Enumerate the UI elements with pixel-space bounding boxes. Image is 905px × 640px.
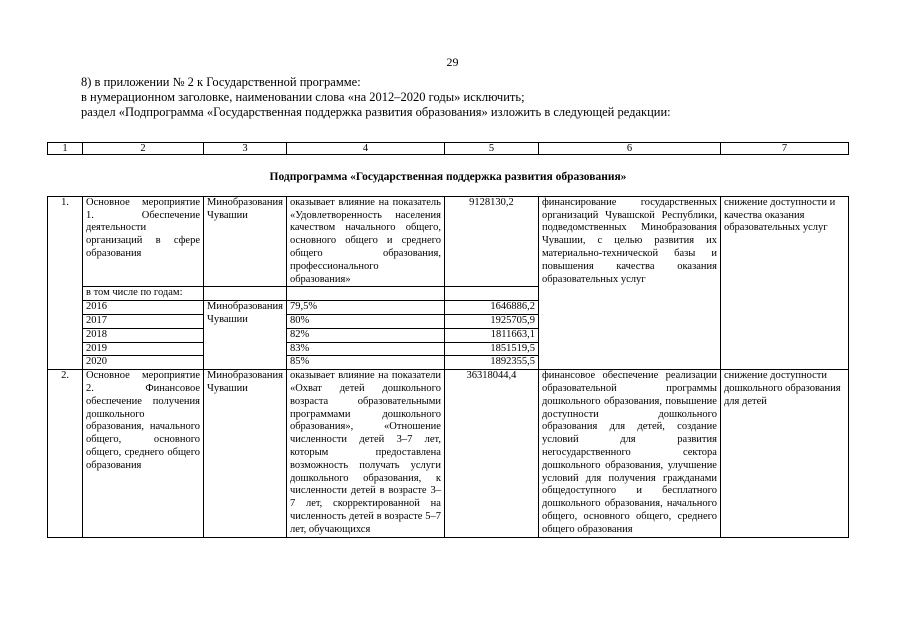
year-cell: 2018 [83,328,204,342]
year-amount: 1811663,1 [444,328,538,342]
amount-cell: 36318044,4 [444,370,538,537]
years-executor-cell: Минобразования Чувашии [204,301,287,370]
measure-cell: Основное мероприятие 2. Финансовое обеспечение получения дошкольного образования, начального общего, основного общего, среднего общего образования [83,370,204,537]
intro-line: раздел «Подпрограмма «Государственная поддержка развития образования» изложить в следующей редакции: [81,105,671,119]
table-row [48,370,849,537]
direction-cell: финансовое обеспечение реализации образовательной программы дошкольного образования, повышение доступности дошкольного образования для детей, создание условий для развития негосударственного сектора дошкольного образования, улучшение условий для получения гражданами общедоступного и бесплатного дошкольного образования, начального общего, основного общего, среднего общего образования [538,370,720,537]
direction-cell: финансирование государственных организаций Чувашской Республики, подведомственных Минобразования Чувашии, с целью развития их материально-технической базы и повышения качества оказания образовательных услуг [538,196,720,369]
year-cell: 2016 [83,301,204,315]
indicator-value: 79,5% [286,301,444,315]
column-number: 3 [204,143,287,155]
year-amount: 1851519,5 [444,342,538,356]
row-number: 1. [48,196,83,369]
intro-line: в нумерационном заголовке, наименовании слова «на 2012–2020 годы» исключить; [81,90,525,104]
result-cell: снижение доступности дошкольного образования для детей [720,370,848,537]
intro-line: 8) в приложении № 2 к Государственной программе: [81,75,361,89]
column-number: 1 [48,143,83,155]
column-number: 6 [538,143,720,155]
year-amount: 1892355,5 [444,356,538,370]
result-cell: снижение доступности и качества оказания образовательных услуг [720,196,848,369]
row-number: 2. [48,370,83,537]
table-row [48,196,849,287]
year-amount: 1925705,9 [444,314,538,328]
subprogram-title: Подпрограмма «Государственная поддержка развития образования» [269,171,627,183]
indicator-value: 82% [286,328,444,342]
indicator-cell: оказывает влияние на показатели «Охват детей дошкольного возраста образовательными программами дошкольного образования», «Отношение численности детей 3–7 лет, которым предоставлена возможность получать услуги дошкольного образования, к численности детей в возрасте 3–7 лет, скорректированной на численность детей в возрасте 5–7 лет, обучающихся [286,370,444,537]
intro-text [81,75,671,120]
subprogram-title-row [48,155,849,197]
executor-cell: Минобразования Чувашии [204,370,287,537]
amount-cell: 9128130,2 [444,196,538,287]
indicator-value: 80% [286,314,444,328]
page-number: 29 [446,55,459,69]
indicator-value: 85% [286,356,444,370]
column-number: 7 [720,143,848,155]
measure-cell: Основное мероприятие 1. Обеспечение деятельности организаций в сфере образования [83,196,204,287]
column-number-row [48,143,849,155]
indicator-value: 83% [286,342,444,356]
column-number: 4 [286,143,444,155]
year-cell: 2020 [83,356,204,370]
program-table [47,142,849,538]
year-cell: 2017 [83,314,204,328]
executor-cell: Минобразования Чувашии [204,196,287,287]
column-number: 2 [83,143,204,155]
year-cell: 2019 [83,342,204,356]
column-number: 5 [444,143,538,155]
indicator-cell: оказывает влияние на показатель «Удовлетворенность населения качеством начального общего, основного общего и среднего общего образования, профессионального образования» [286,196,444,287]
by-years-label: в том числе по годам: [83,287,204,301]
year-amount: 1646886,2 [444,301,538,315]
